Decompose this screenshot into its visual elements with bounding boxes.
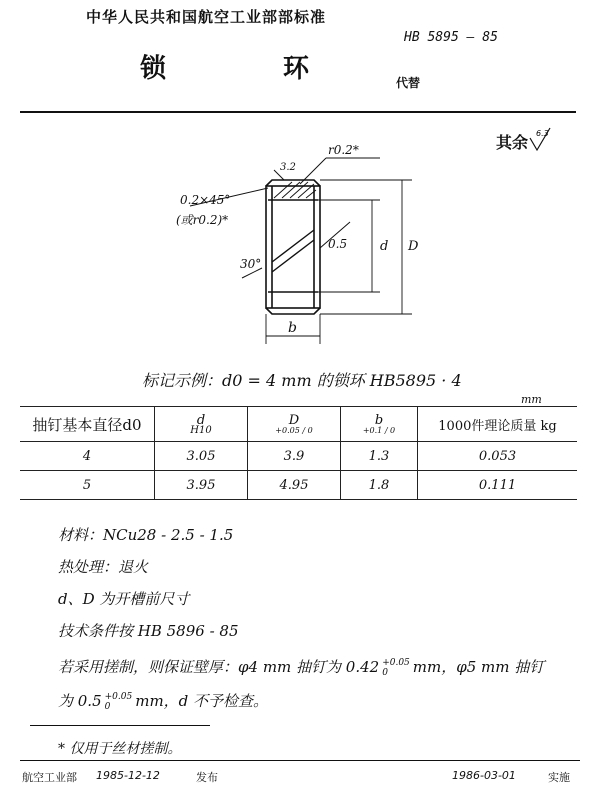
- chamfer-alt-label: (或r0.2)*: [176, 213, 229, 227]
- surface-label: 其余: [496, 133, 529, 152]
- header-d: d H10: [155, 407, 248, 442]
- effective-label: 实施: [548, 771, 570, 784]
- heat-treatment-note: 热处理：退火: [58, 558, 149, 576]
- organization-title: 中华人民共和国航空工业部部标准: [86, 8, 327, 26]
- slot-width-label: 0.5: [328, 237, 348, 251]
- header-b: b +0.1 / 0: [341, 407, 418, 442]
- unit-label: mm: [521, 393, 542, 406]
- issue-label: 发布: [196, 771, 218, 784]
- footer-rule: [20, 760, 580, 761]
- table-row: [20, 471, 577, 500]
- marking-example: 标记示例：d0 = 4 mm 的锁环 HB5895 · 4: [142, 371, 462, 390]
- radius-label: r0.2*: [328, 143, 359, 157]
- dimension-note: d、D 为开槽前尺寸: [58, 590, 190, 608]
- cell: 3.05: [155, 442, 248, 471]
- standard-code: HB 5895 — 85: [404, 30, 498, 45]
- roughness-1-label: 3.2: [280, 162, 296, 173]
- spec-table: [20, 406, 577, 500]
- cell: 1.3: [341, 442, 418, 471]
- dim-d-label: d: [380, 239, 389, 254]
- lock-ring-drawing: [150, 122, 450, 352]
- footnote-rule: [30, 725, 210, 726]
- header-rule: [20, 111, 576, 113]
- dim-D-label: D: [408, 239, 419, 254]
- technical-conditions-note: 技术条件按 HB 5896 - 85: [58, 622, 239, 640]
- roughness-symbol-icon: [528, 126, 554, 156]
- ring-outline: [266, 186, 320, 308]
- material-note: 材料：NCu28 - 2.5 - 1.5: [58, 526, 234, 544]
- cell: 3.9: [248, 442, 341, 471]
- table-row: [20, 442, 577, 471]
- cell: 5: [20, 471, 155, 500]
- surface-roughness-value: 6.3: [536, 129, 549, 138]
- cell: 0.111: [418, 471, 578, 500]
- chamfer-label: 0.2×45°: [180, 193, 231, 207]
- cell: 4.95: [248, 471, 341, 500]
- dim-b-label: b: [288, 320, 297, 336]
- header-D: D +0.05 / 0: [248, 407, 341, 442]
- cell: 0.053: [418, 442, 578, 471]
- cell: 3.95: [155, 471, 248, 500]
- document-title: 锁 环: [140, 54, 364, 84]
- cell: 1.8: [341, 471, 418, 500]
- cell: 4: [20, 442, 155, 471]
- effective-date: 1986-03-01: [452, 769, 516, 782]
- issue-date: 1985-12-12: [96, 769, 160, 782]
- angle-label: 30°: [240, 257, 262, 271]
- table-header-row: [20, 407, 577, 442]
- wall-thickness-note: 若采用搓制，则保证壁厚：φ4 mm 抽钉为 0.42 +0.05 0 mm，φ5 mm 抽钉 为 0.5 +0.05 0 mm，d 不予检查。: [58, 658, 545, 712]
- replaces-label: 代替: [396, 76, 421, 90]
- header-nominal-diameter: 抽钉基本直径d0: [20, 407, 155, 442]
- header-mass: 1000件理论质量 kg: [418, 407, 578, 442]
- issuer: 航空工业部: [22, 771, 77, 784]
- footnote: * 仅用于丝材搓制。: [58, 741, 182, 757]
